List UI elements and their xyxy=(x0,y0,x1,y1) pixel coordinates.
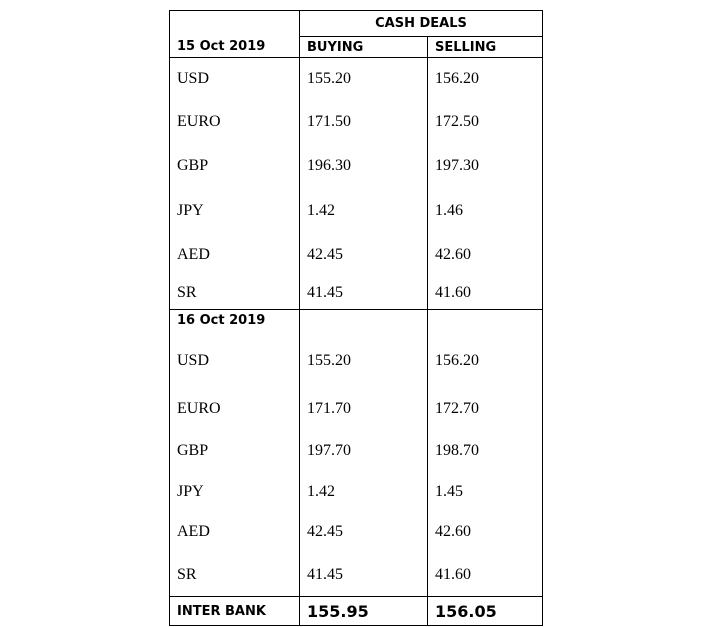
section-date: 15 Oct 2019 xyxy=(170,37,300,58)
section-header-row xyxy=(170,310,543,332)
currency-cell: GBP xyxy=(170,145,300,188)
currency-cell: JPY xyxy=(170,474,300,511)
table-row xyxy=(170,429,543,474)
selling-cell: 42.60 xyxy=(428,234,543,277)
inter-bank-label: INTER BANK xyxy=(170,597,300,626)
table-row xyxy=(170,511,543,554)
selling-header: SELLING xyxy=(428,37,543,58)
table-row xyxy=(170,390,543,429)
buying-cell: 196.30 xyxy=(300,145,428,188)
buying-cell: 1.42 xyxy=(300,188,428,234)
currency-cell: JPY xyxy=(170,188,300,234)
cash-deals-header: CASH DEALS xyxy=(300,11,543,37)
currency-cell: SR xyxy=(170,554,300,597)
inter-bank-selling: 156.05 xyxy=(428,597,543,626)
table-row xyxy=(170,474,543,511)
currency-cell: EURO xyxy=(170,100,300,145)
empty-cell xyxy=(300,310,428,332)
table-row xyxy=(170,58,543,100)
table-row xyxy=(170,234,543,277)
buying-cell: 155.20 xyxy=(300,332,428,390)
table-row xyxy=(170,332,543,390)
selling-cell: 156.20 xyxy=(428,332,543,390)
buying-cell: 42.45 xyxy=(300,234,428,277)
selling-cell: 41.60 xyxy=(428,277,543,310)
selling-cell: 197.30 xyxy=(428,145,543,188)
currency-cell: GBP xyxy=(170,429,300,474)
currency-cell: SR xyxy=(170,277,300,310)
rates-table xyxy=(169,10,543,626)
buying-cell: 171.70 xyxy=(300,390,428,429)
buying-cell: 197.70 xyxy=(300,429,428,474)
selling-cell: 156.20 xyxy=(428,58,543,100)
selling-cell: 172.50 xyxy=(428,100,543,145)
empty-cell xyxy=(428,310,543,332)
selling-cell: 1.46 xyxy=(428,188,543,234)
buying-cell: 41.45 xyxy=(300,277,428,310)
inter-bank-buying: 155.95 xyxy=(300,597,428,626)
section-date: 16 Oct 2019 xyxy=(170,310,300,332)
buying-cell: 1.42 xyxy=(300,474,428,511)
currency-cell: USD xyxy=(170,58,300,100)
currency-cell: AED xyxy=(170,511,300,554)
table-row xyxy=(170,145,543,188)
table-row xyxy=(170,554,543,597)
selling-cell: 198.70 xyxy=(428,429,543,474)
table-row xyxy=(170,277,543,310)
header-row-columns xyxy=(170,37,543,58)
selling-cell: 1.45 xyxy=(428,474,543,511)
header-corner-cell xyxy=(170,11,300,37)
selling-cell: 42.60 xyxy=(428,511,543,554)
currency-cell: EURO xyxy=(170,390,300,429)
selling-cell: 41.60 xyxy=(428,554,543,597)
currency-cell: USD xyxy=(170,332,300,390)
buying-cell: 155.20 xyxy=(300,58,428,100)
buying-cell: 171.50 xyxy=(300,100,428,145)
selling-cell: 172.70 xyxy=(428,390,543,429)
inter-bank-row xyxy=(170,597,543,626)
table-row xyxy=(170,100,543,145)
buying-cell: 41.45 xyxy=(300,554,428,597)
buying-header: BUYING xyxy=(300,37,428,58)
header-row-top xyxy=(170,11,543,37)
currency-cell: AED xyxy=(170,234,300,277)
table-row xyxy=(170,188,543,234)
buying-cell: 42.45 xyxy=(300,511,428,554)
